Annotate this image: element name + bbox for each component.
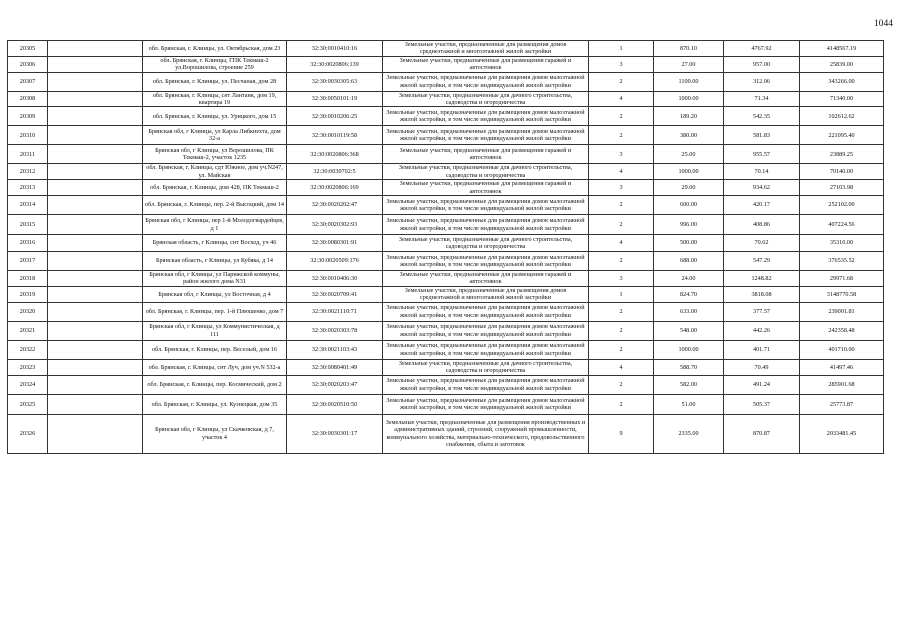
table-row bbox=[8, 164, 884, 180]
land-use-cell: Земельные участки, предназначенные для размещения производственных и административных зданий, строений, сооружений промышленности, коммунального хозяйства, материально-технического, продовольственного снабжения, сбыта и заготовок bbox=[383, 414, 589, 453]
row-id-cell: 20317 bbox=[8, 252, 48, 271]
group-cell: 4 bbox=[589, 164, 654, 180]
table-row bbox=[8, 359, 884, 375]
blank-cell bbox=[48, 107, 143, 126]
rate-cell: 71.34 bbox=[724, 91, 800, 107]
address-cell: Брянская обл, г Клинцы, ул Карла Либкнехта, дом 32-а bbox=[143, 126, 287, 145]
address-cell: Брянская обл, г Клинцы, ул Скачковская, д 7, участок 4 bbox=[143, 414, 287, 453]
blank-cell bbox=[48, 394, 143, 414]
land-use-cell: Земельные участки, предназначенные для размещения домов среднеэтажной и многоэтажной жилой застройки bbox=[383, 286, 589, 302]
cadastral-number-cell: 32:30:0021110:71 bbox=[287, 302, 383, 321]
address-cell: обл. Брянская, г. Клинцы, снт Луч, дом уч.N 532-а bbox=[143, 359, 287, 375]
rate-cell: 870.87 bbox=[724, 414, 800, 453]
group-cell: 3 bbox=[589, 271, 654, 287]
address-cell: Брянская обл, г Клинцы, пер 1-й Молодогвардейцев, д 1 bbox=[143, 215, 287, 235]
rate-cell: 3818.08 bbox=[724, 286, 800, 302]
rate-cell: 401.71 bbox=[724, 340, 800, 359]
blank-cell bbox=[48, 91, 143, 107]
table-row bbox=[8, 414, 884, 453]
table-row bbox=[8, 180, 884, 196]
area-cell: 870.10 bbox=[654, 41, 724, 57]
address-cell: Брянская область, г Клинцы, снт Восход, уч 46 bbox=[143, 235, 287, 252]
cadastral-number-cell: 32:30:0030702:5 bbox=[287, 164, 383, 180]
table-row bbox=[8, 107, 884, 126]
group-cell: 3 bbox=[589, 145, 654, 164]
land-use-cell: Земельные участки, предназначенные для размещения домов малоэтажной жилой застройки, в том числе индивидуальной жилой застройки bbox=[383, 72, 589, 91]
row-id-cell: 20319 bbox=[8, 286, 48, 302]
group-cell: 2 bbox=[589, 215, 654, 235]
cadastral-number-cell: 32:30:0020806:139 bbox=[287, 56, 383, 72]
cadastral-number-cell: 32:30:0010406:30 bbox=[287, 271, 383, 287]
row-id-cell: 20324 bbox=[8, 375, 48, 394]
group-cell: 1 bbox=[589, 41, 654, 57]
table-row bbox=[8, 145, 884, 164]
land-use-cell: Земельные участки, предназначенные для дачного строительства, садоводства и огородничества bbox=[383, 164, 589, 180]
cadastral-number-cell: 32:30:0020203:47 bbox=[287, 375, 383, 394]
blank-cell bbox=[48, 56, 143, 72]
area-cell: 189.20 bbox=[654, 107, 724, 126]
row-id-cell: 20312 bbox=[8, 164, 48, 180]
cadastral-value-cell: 242358.48 bbox=[800, 321, 884, 340]
row-id-cell: 20323 bbox=[8, 359, 48, 375]
group-cell: 9 bbox=[589, 414, 654, 453]
cadastral-number-cell: 32:30:0020509:176 bbox=[287, 252, 383, 271]
cadastral-value-cell: 70140.00 bbox=[800, 164, 884, 180]
area-cell: 29.00 bbox=[654, 180, 724, 196]
land-use-cell: Земельные участки, предназначенные для дачного строительства, садоводства и огородничества bbox=[383, 359, 589, 375]
rate-cell: 377.57 bbox=[724, 302, 800, 321]
row-id-cell: 20314 bbox=[8, 196, 48, 215]
area-cell: 51.00 bbox=[654, 394, 724, 414]
area-cell: 2335.00 bbox=[654, 414, 724, 453]
rate-cell: 491.24 bbox=[724, 375, 800, 394]
rate-cell: 1248.82 bbox=[724, 271, 800, 287]
table-row bbox=[8, 72, 884, 91]
cadastral-value-cell: 41497.46 bbox=[800, 359, 884, 375]
blank-cell bbox=[48, 235, 143, 252]
land-use-cell: Земельные участки, предназначенные для дачного строительства, садоводства и огородничества bbox=[383, 91, 589, 107]
address-cell: обл. Брянская, г. Клинцы, пер. 1-й Плюшенко, дом 7 bbox=[143, 302, 287, 321]
land-use-cell: Земельные участки, предназначенные для размещения домов малоэтажной жилой застройки, в том числе индивидуальной жилой застройки bbox=[383, 252, 589, 271]
table-row bbox=[8, 235, 884, 252]
address-cell: обл. Брянская, г. Клинцы, снт Лантанк, дом 19, квартира 19 bbox=[143, 91, 287, 107]
cadastral-number-cell: 32:30:0080401:49 bbox=[287, 359, 383, 375]
row-id-cell: 20305 bbox=[8, 41, 48, 57]
table-row bbox=[8, 215, 884, 235]
group-cell: 2 bbox=[589, 394, 654, 414]
rate-cell: 420.17 bbox=[724, 196, 800, 215]
area-cell: 1000.00 bbox=[654, 340, 724, 359]
cadastral-value-cell: 35310.00 bbox=[800, 235, 884, 252]
row-id-cell: 20310 bbox=[8, 126, 48, 145]
area-cell: 996.00 bbox=[654, 215, 724, 235]
table-row bbox=[8, 91, 884, 107]
address-cell: обл. Брянская, г. Клинцы, ул. Песчаная, дом 28 bbox=[143, 72, 287, 91]
area-cell: 588.70 bbox=[654, 359, 724, 375]
row-id-cell: 20309 bbox=[8, 107, 48, 126]
blank-cell bbox=[48, 180, 143, 196]
cadastral-value-cell: 25773.87 bbox=[800, 394, 884, 414]
cadastral-value-cell: 71340.00 bbox=[800, 91, 884, 107]
cadastral-value-cell: 343266.00 bbox=[800, 72, 884, 91]
cadastral-number-cell: 32:30:0021103:43 bbox=[287, 340, 383, 359]
cadastral-number-cell: 32:30:0030305:63 bbox=[287, 72, 383, 91]
address-cell: обл. Брянская, г. Клинцы, пер. Веселый, дом 16 bbox=[143, 340, 287, 359]
cadastral-value-cell: 285901.68 bbox=[800, 375, 884, 394]
row-id-cell: 20307 bbox=[8, 72, 48, 91]
group-cell: 3 bbox=[589, 180, 654, 196]
blank-cell bbox=[48, 321, 143, 340]
blank-cell bbox=[48, 375, 143, 394]
table-row bbox=[8, 196, 884, 215]
group-cell: 4 bbox=[589, 235, 654, 252]
group-cell: 2 bbox=[589, 107, 654, 126]
area-cell: 1100.00 bbox=[654, 72, 724, 91]
land-use-cell: Земельные участки, предназначенные для размещения гаражей и автостоянок bbox=[383, 180, 589, 196]
address-cell: обл. Брянская, г. Клинцы, пер. Космический, дом 2 bbox=[143, 375, 287, 394]
cadastral-value-cell: 239001.81 bbox=[800, 302, 884, 321]
blank-cell bbox=[48, 252, 143, 271]
cadastral-number-cell: 32:30:0020303:78 bbox=[287, 321, 383, 340]
land-use-cell: Земельные участки, предназначенные для размещения домов малоэтажной жилой застройки, в том числе индивидуальной жилой застройки bbox=[383, 321, 589, 340]
land-registry-table bbox=[7, 40, 884, 454]
group-cell: 2 bbox=[589, 196, 654, 215]
row-id-cell: 20316 bbox=[8, 235, 48, 252]
blank-cell bbox=[48, 126, 143, 145]
address-cell: обл. Брянская, г. Клинцы, сдт Южное, дом уч.N247, ул. Майская bbox=[143, 164, 287, 180]
cadastral-value-cell: 221095.40 bbox=[800, 126, 884, 145]
group-cell: 3 bbox=[589, 56, 654, 72]
cadastral-number-cell: 32:30:0080301:91 bbox=[287, 235, 383, 252]
blank-cell bbox=[48, 340, 143, 359]
group-cell: 2 bbox=[589, 252, 654, 271]
cadastral-value-cell: 23889.25 bbox=[800, 145, 884, 164]
blank-cell bbox=[48, 271, 143, 287]
land-use-cell: Земельные участки, предназначенные для размещения домов малоэтажной жилой застройки, в том числе индивидуальной жилой застройки bbox=[383, 215, 589, 235]
cadastral-value-cell: 407224.56 bbox=[800, 215, 884, 235]
table-body bbox=[8, 41, 884, 454]
cadastral-number-cell: 32:30:0020709:41 bbox=[287, 286, 383, 302]
row-id-cell: 20311 bbox=[8, 145, 48, 164]
address-cell: обл. Брянская, г. Клинцы, пер. 2-й Высоцкий, дом 14 bbox=[143, 196, 287, 215]
address-cell: обл. Брянская, г. Клинцы, ул. Кузнецкая, дом 35 bbox=[143, 394, 287, 414]
row-id-cell: 20315 bbox=[8, 215, 48, 235]
rate-cell: 70.62 bbox=[724, 235, 800, 252]
address-cell: обл. Брянская, г. Клинцы, ул. Октябрьская, дом 23 bbox=[143, 41, 287, 57]
table-row bbox=[8, 375, 884, 394]
area-cell: 380.00 bbox=[654, 126, 724, 145]
cadastral-value-cell: 376535.52 bbox=[800, 252, 884, 271]
row-id-cell: 20320 bbox=[8, 302, 48, 321]
address-cell: обл. Брянская, г. Клинцы, ул. Урицкого, дом 15 bbox=[143, 107, 287, 126]
cadastral-number-cell: 32:30:0050101:19 bbox=[287, 91, 383, 107]
table-row bbox=[8, 340, 884, 359]
area-cell: 24.00 bbox=[654, 271, 724, 287]
row-id-cell: 20308 bbox=[8, 91, 48, 107]
cadastral-value-cell: 3148770.58 bbox=[800, 286, 884, 302]
rate-cell: 542.35 bbox=[724, 107, 800, 126]
rate-cell: 70.49 bbox=[724, 359, 800, 375]
rate-cell: 312.06 bbox=[724, 72, 800, 91]
cadastral-value-cell: 27103.98 bbox=[800, 180, 884, 196]
land-use-cell: Земельные участки, предназначенные для размещения домов малоэтажной жилой застройки, в том числе индивидуальной жилой застройки bbox=[383, 375, 589, 394]
land-use-cell: Земельные участки, предназначенные для дачного строительства, садоводства и огородничества bbox=[383, 235, 589, 252]
page-number: 1044 bbox=[874, 19, 893, 29]
area-cell: 25.00 bbox=[654, 145, 724, 164]
table-row bbox=[8, 271, 884, 287]
cadastral-value-cell: 29971.68 bbox=[800, 271, 884, 287]
rate-cell: 442.26 bbox=[724, 321, 800, 340]
table-row bbox=[8, 56, 884, 72]
rate-cell: 934.62 bbox=[724, 180, 800, 196]
blank-cell bbox=[48, 145, 143, 164]
cadastral-value-cell: 4148567.19 bbox=[800, 41, 884, 57]
land-use-cell: Земельные участки, предназначенные для размещения домов среднеэтажной и многоэтажной жилой застройки bbox=[383, 41, 589, 57]
area-cell: 600.00 bbox=[654, 196, 724, 215]
blank-cell bbox=[48, 72, 143, 91]
table-row bbox=[8, 286, 884, 302]
cadastral-number-cell: 32:30:0010206:25 bbox=[287, 107, 383, 126]
cadastral-value-cell: 252102.00 bbox=[800, 196, 884, 215]
row-id-cell: 20325 bbox=[8, 394, 48, 414]
group-cell: 4 bbox=[589, 91, 654, 107]
area-cell: 633.00 bbox=[654, 302, 724, 321]
cadastral-value-cell: 25839.00 bbox=[800, 56, 884, 72]
cadastral-value-cell: 401710.00 bbox=[800, 340, 884, 359]
group-cell: 4 bbox=[589, 359, 654, 375]
cadastral-value-cell: 2033481.45 bbox=[800, 414, 884, 453]
land-use-cell: Земельные участки, предназначенные для размещения гаражей и автостоянок bbox=[383, 56, 589, 72]
table-row bbox=[8, 302, 884, 321]
address-cell: Брянская обл, г Клинцы, ул Ворошилова, ПК Текмаш-2, участок 1235 bbox=[143, 145, 287, 164]
group-cell: 2 bbox=[589, 375, 654, 394]
group-cell: 2 bbox=[589, 340, 654, 359]
land-use-cell: Земельные участки, предназначенные для размещения гаражей и автостоянок bbox=[383, 271, 589, 287]
row-id-cell: 20326 bbox=[8, 414, 48, 453]
area-cell: 582.00 bbox=[654, 375, 724, 394]
blank-cell bbox=[48, 164, 143, 180]
blank-cell bbox=[48, 215, 143, 235]
land-use-cell: Земельные участки, предназначенные для размещения гаражей и автостоянок bbox=[383, 145, 589, 164]
rate-cell: 581.83 bbox=[724, 126, 800, 145]
table-row bbox=[8, 394, 884, 414]
address-cell: Брянская обл, г Клинцы, ул Коммунистическая, д 111 bbox=[143, 321, 287, 340]
blank-cell bbox=[48, 414, 143, 453]
table-row bbox=[8, 126, 884, 145]
rate-cell: 955.57 bbox=[724, 145, 800, 164]
area-cell: 1000.00 bbox=[654, 164, 724, 180]
cadastral-number-cell: 32:30:0020202:47 bbox=[287, 196, 383, 215]
group-cell: 2 bbox=[589, 321, 654, 340]
row-id-cell: 20321 bbox=[8, 321, 48, 340]
blank-cell bbox=[48, 359, 143, 375]
table-row bbox=[8, 41, 884, 57]
cadastral-number-cell: 32:30:0020302:93 bbox=[287, 215, 383, 235]
cadastral-number-cell: 32:30:0030301:17 bbox=[287, 414, 383, 453]
cadastral-number-cell: 32:30:0020510:50 bbox=[287, 394, 383, 414]
row-id-cell: 20313 bbox=[8, 180, 48, 196]
rate-cell: 505.37 bbox=[724, 394, 800, 414]
land-use-cell: Земельные участки, предназначенные для размещения домов малоэтажной жилой застройки, в том числе индивидуальной жилой застройки bbox=[383, 302, 589, 321]
row-id-cell: 20322 bbox=[8, 340, 48, 359]
area-cell: 1000.00 bbox=[654, 91, 724, 107]
group-cell: 2 bbox=[589, 72, 654, 91]
address-cell: Брянская обл, г Клинцы, ул Восточная, д 4 bbox=[143, 286, 287, 302]
group-cell: 2 bbox=[589, 302, 654, 321]
cadastral-number-cell: 32:30:0020806:368 bbox=[287, 145, 383, 164]
land-use-cell: Земельные участки, предназначенные для размещения домов малоэтажной жилой застройки, в том числе индивидуальной жилой застройки bbox=[383, 107, 589, 126]
table-row bbox=[8, 321, 884, 340]
cadastral-number-cell: 32:30:0020806:169 bbox=[287, 180, 383, 196]
cadastral-number-cell: 32:30:0010410:16 bbox=[287, 41, 383, 57]
cadastral-number-cell: 32:30:0010119:58 bbox=[287, 126, 383, 145]
address-cell: обл. Брянская, г. Клинцы, ГПК Текмаш-2 ул.Ворошилова, строение 259 bbox=[143, 56, 287, 72]
rate-cell: 70.14 bbox=[724, 164, 800, 180]
address-cell: Брянская обл, г Клинцы, ул Парижской коммуны, район жилого дома N31 bbox=[143, 271, 287, 287]
blank-cell bbox=[48, 41, 143, 57]
area-cell: 548.00 bbox=[654, 321, 724, 340]
land-use-cell: Земельные участки, предназначенные для размещения домов малоэтажной жилой застройки, в том числе индивидуальной жилой застройки bbox=[383, 340, 589, 359]
land-use-cell: Земельные участки, предназначенные для размещения домов малоэтажной жилой застройки, в том числе индивидуальной жилой застройки bbox=[383, 196, 589, 215]
area-cell: 27.00 bbox=[654, 56, 724, 72]
row-id-cell: 20306 bbox=[8, 56, 48, 72]
blank-cell bbox=[48, 196, 143, 215]
blank-cell bbox=[48, 302, 143, 321]
area-cell: 824.70 bbox=[654, 286, 724, 302]
address-cell: обл. Брянская, г. Клинцы, дом 428, ПК Текмаш-2 bbox=[143, 180, 287, 196]
area-cell: 500.00 bbox=[654, 235, 724, 252]
blank-cell bbox=[48, 286, 143, 302]
land-use-cell: Земельные участки, предназначенные для размещения домов малоэтажной жилой застройки, в том числе индивидуальной жилой застройки bbox=[383, 394, 589, 414]
cadastral-value-cell: 102612.62 bbox=[800, 107, 884, 126]
rate-cell: 547.29 bbox=[724, 252, 800, 271]
table-row bbox=[8, 252, 884, 271]
row-id-cell: 20318 bbox=[8, 271, 48, 287]
group-cell: 1 bbox=[589, 286, 654, 302]
rate-cell: 957.00 bbox=[724, 56, 800, 72]
area-cell: 688.00 bbox=[654, 252, 724, 271]
address-cell: Брянская область, г Клинцы, ул Кубяка, д 14 bbox=[143, 252, 287, 271]
rate-cell: 4767.92 bbox=[724, 41, 800, 57]
group-cell: 2 bbox=[589, 126, 654, 145]
rate-cell: 408.86 bbox=[724, 215, 800, 235]
land-use-cell: Земельные участки, предназначенные для размещения домов малоэтажной жилой застройки, в том числе индивидуальной жилой застройки bbox=[383, 126, 589, 145]
